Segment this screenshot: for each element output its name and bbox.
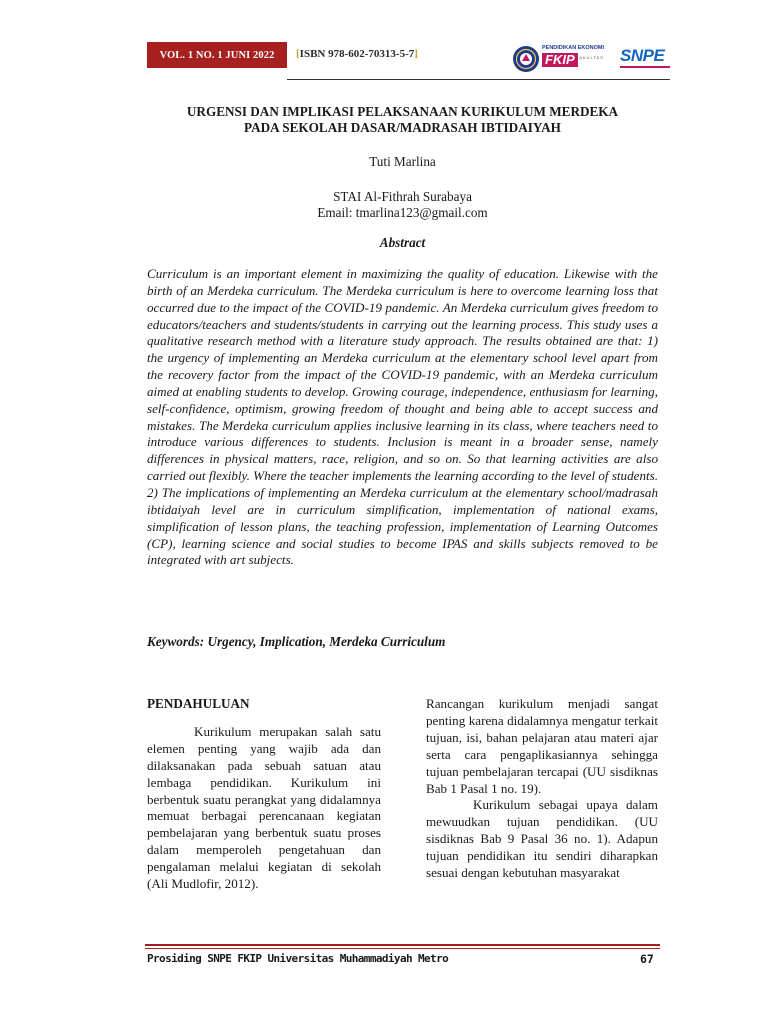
header-divider [287,79,670,80]
snpe-logo-text: SNPE [620,46,665,65]
body-paragraph: Rancangan kurikulum menjadi sangat penting karena didalamnya mengatur terkait tujuan, isi, bahan pelajaran atau materi ajar serta cara pengaplikasiannya sehingga tujuan pembelajaran tercapai (UU sisdiknas Bab 1 Pasal 1 no. 19). [426,696,658,796]
affiliation [140,189,665,221]
author-email: Email: tmarlina123@gmail.com [317,205,488,220]
isbn-close-bracket: ] [414,48,418,60]
body-paragraph: Kurikulum sebagai upaya dalam mewuudkan tujuan pendidikan. (UU sisdiknas Bab 9 Pasal 36 no. 1). Adapun tujuan pendidikan itu sendiri diharapkan sesuai dengan kebutuhan masyarakat [426,797,658,881]
section-heading: PENDAHULUAN [147,696,250,711]
isbn-label [296,48,418,60]
fkip-logo-top-text: PENDIDIKAN EKONOMI [542,45,605,51]
isbn-open-bracket: [ [296,48,300,60]
fkip-logo-main-text: FKIP [542,53,578,67]
footer-divider-thick [145,944,660,946]
fkip-logo [542,44,624,74]
header-logos [512,44,670,74]
keywords: Keywords: Urgency, Implication, Merdeka Curriculum [147,634,446,649]
footer-proceedings: Prosiding SNPE FKIP Universitas Muhammadiyah Metro [147,952,449,965]
footer-divider-thin [145,948,660,949]
fkip-logo-sub-text: FAKULTAS [576,55,604,60]
abstract-body: Curriculum is an important element in maximizing the quality of education. Likewise with the birth of an Merdeka curriculum. The Merdeka curriculum is here to overcome learning loss that occurred due to the impact of the COVID-19 pandemic. An Merdeka curriculum gives freedom to educators/teachers and students/students in carrying out the learning process. This study uses a qualitative research method with a literature study approach. The results obtained are that: 1) the urgency of implementing an Merdeka curriculum at the elementary school level apart from the recovery factor from the impact of the COVID-19 pandemic, with an Merdeka curriculum aimed at enabling students to develop. Growing courage, independence, enthusiasm for learning, self-confidence, optimism, growing freedom of thought and being able to accept success and mistakes. The Merdeka curriculum applies inclusive learning in its class, where teachers need to introduce various differences to students. Inclusion is meant in a broader sense, namely differences in physical matters, race, religion, and so on. So that learning activities are also carried out flexibly. Where the teacher implements the learning according to the level of students. 2) The implications of implementing an Merdeka curriculum at the elementary school/madrasah ibtidaiyah level are in curriculum simplification, implementation of national exams, simplification of lesson plans, the teaching profession, implementation of Learning Outcomes (CP), learning science and social studies to become IPAS and skills subjects removed to be integrated with art subjects. [147,266,659,568]
author-name: Tuti Marlina [369,154,436,169]
title-line-2: PADA SEKOLAH DASAR/MADRASAH IBTIDAIYAH [244,120,561,135]
abstract-heading: Abstract [379,235,426,250]
body-left-column [147,696,381,893]
title-line-1: URGENSI DAN IMPLIKASI PELAKSANAAN KURIKULUM MERDEKA [186,104,619,119]
university-seal-icon [512,45,540,73]
page-number: 67 [640,952,654,966]
body-right-column [426,696,658,882]
snpe-logo [618,46,670,72]
paper-title [140,104,665,136]
snpe-logo-underline [620,66,670,68]
isbn-text: ISBN 978-602-70313-5-7 [299,48,415,60]
institution: STAI Al-Fithrah Surabaya [333,189,472,204]
body-paragraph: Kurikulum merupakan salah satu elemen penting yang wajib ada dan dilaksanakan pada sebuah satuan atau lembaga pendidikan. Kurikulum ini berbentuk suatu perangkat yang didalamnya memuat berbagai perencanaan kegiatan pembelajaran yang berbentuk suatu proses dalam memperoleh pengetahuan dan pengalaman melalui kegiatan di sekolah (Ali Mudlofir, 2012). [147,723,381,892]
volume-badge: VOL. 1 NO. 1 JUNI 2022 [147,42,287,68]
